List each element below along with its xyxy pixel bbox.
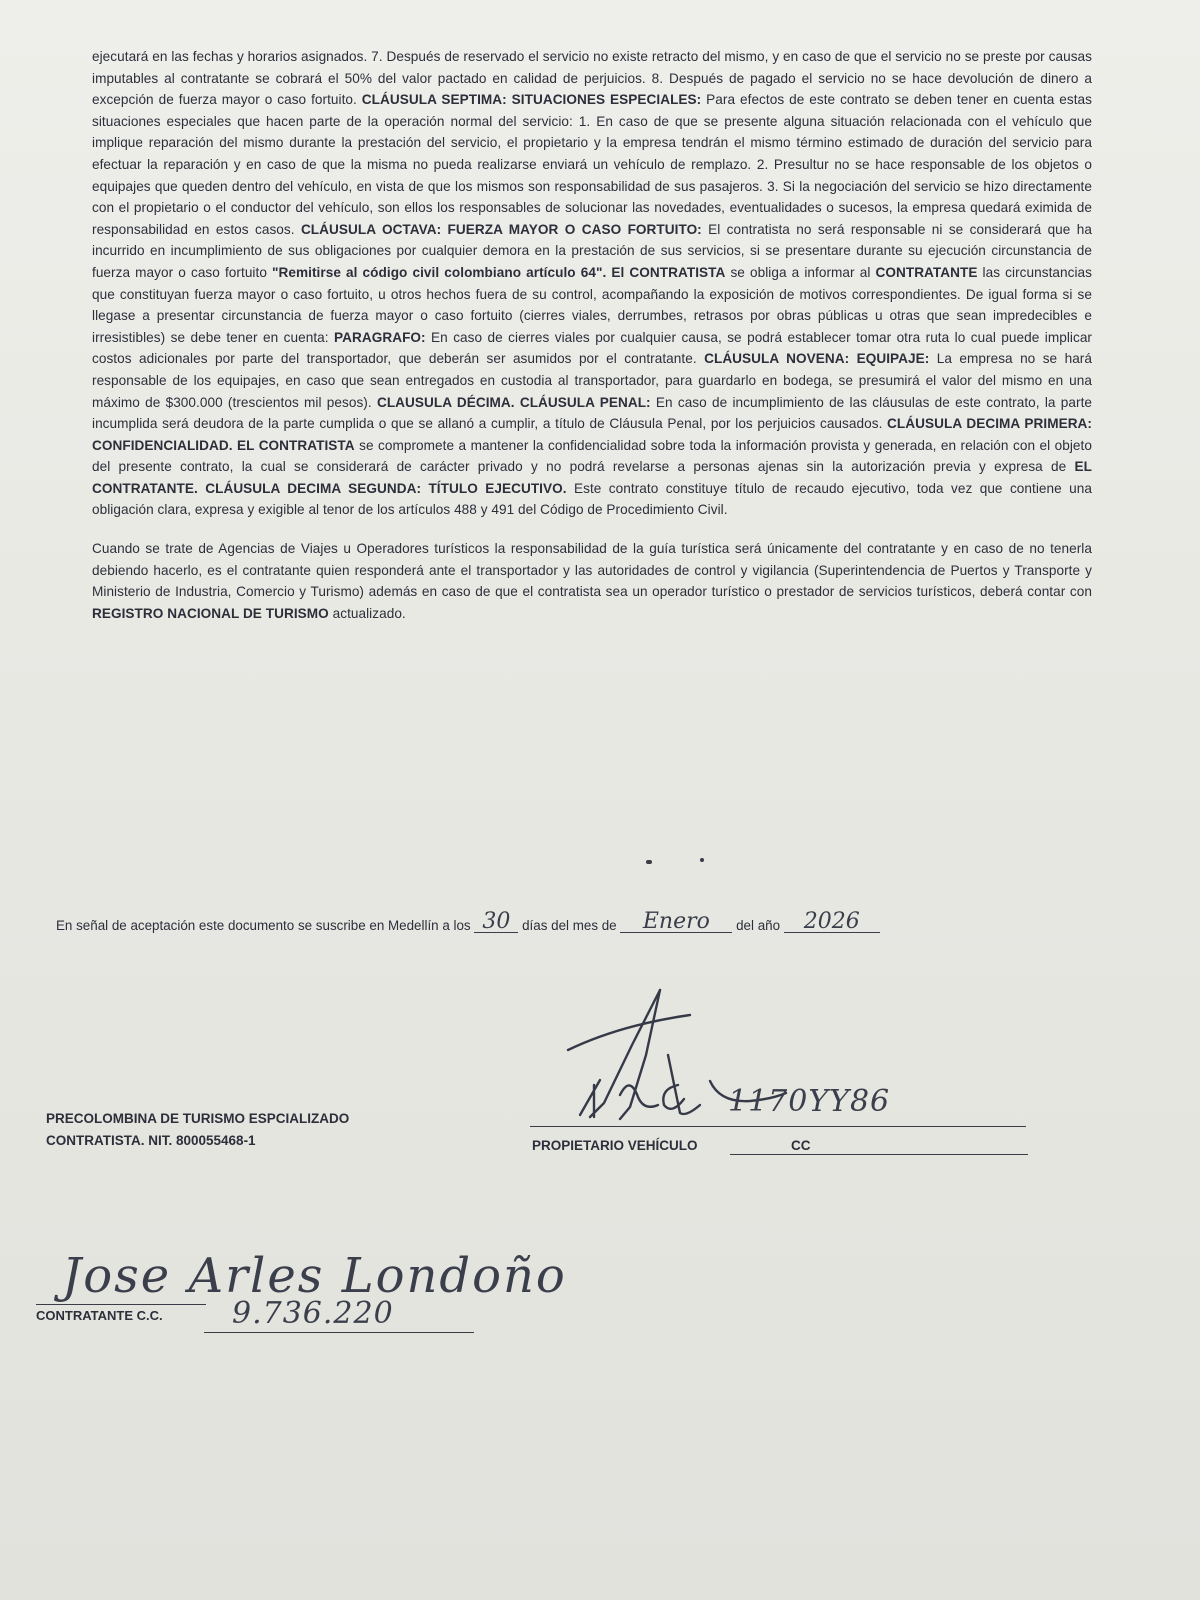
days-field [474, 909, 518, 934]
clause-text: ejecutará en las fechas y horarios asignados. 7. Después de reservado el servicio no existe retracto del mismo, y en caso de que el servicio no se preste por causas imputables al contratante se cobrará el 50% del valor pactado en calidad de perjuicios. 8. Después de pagado el servicio no se hace devolución de dinero a excepción de fuerza mayor o caso fortuito. [92, 49, 1092, 108]
contratista-company: PRECOLOMBINA DE TURISMO ESPCIALIZADO [46, 1111, 350, 1126]
clause-heading: "Remitirse al código civil colombiano artículo 64". [272, 264, 607, 280]
clause-heading: CLÁUSULA SEPTIMA: SITUACIONES ESPECIALES: [361, 92, 702, 108]
clause-text: se compromete a mantener la confidencialidad sobre toda la información provista y generada, en relación con el objeto del presente contrato, la cual se considerará de carácter privado y no podrá revelarse a personas ajenas sin la autorización previa y expresa de [92, 437, 1092, 475]
clause-text: La empresa no se hará responsable de los equipajes, en caso que sean entregados en custodia al transportador, para guardarlo en bodega, se presumirá el valor del mismo en una máximo de $300.000 (trescientos mil pesos). [92, 351, 1092, 410]
clause-heading: CLAUSULA DÉCIMA. CLÁUSULA PENAL: [376, 394, 651, 410]
clause-heading: EL CONTRATANTE. CLÁUSULA DECIMA SEGUNDA: TÍTULO EJECUTIVO. [92, 459, 1092, 496]
clause-heading: El CONTRATISTA [611, 264, 726, 280]
acceptance-mid1: días del mes de [522, 918, 617, 933]
clause-heading: CLÁUSULA OCTAVA: FUERZA MAYOR O CASO FORTUITO: [300, 221, 702, 237]
clause-heading: REGISTRO NACIONAL DE TURISMO [92, 605, 329, 621]
contratante-signature-line [36, 1304, 206, 1305]
acceptance-line [56, 909, 880, 934]
clause-text: Cuando se trate de Agencias de Viajes u Operadores turísticos la responsabilidad de la guía turística será únicamente del contratante y en caso de no tenerla debiendo hacerlo, es el contratante quien responderá ante el transportador y las autoridades de control y vigilancia (Superintendencia de Puertos y Transporte y Ministerio de Industria, Comercio y Turismo) además en caso de que el contratista sea un operador turístico o prestador de servicios turísticos, deberá contar con [92, 541, 1092, 600]
clause-text: las circunstancias que constituyan fuerza mayor o caso fortuito, u otros hechos fuera de su control, acompañando la exposición de motivos correspondientes. De igual forma si se llegase a presentar circunstancia de fuerza mayor o caso fortuito (cierres viales, derrumbes, retrasos por obras públicas u otras que sean impredecibles e irresistibles) se debe tener en cuenta: [92, 264, 1093, 345]
contratante-handwritten-name: Jose Arles Londoño [62, 1248, 567, 1304]
clause-heading: CONTRATANTE [875, 264, 978, 280]
contratista-nit: CONTRATISTA. NIT. 800055468-1 [46, 1133, 256, 1148]
propietario-signature-line [530, 1126, 1026, 1127]
tourism-agency-paragraph [92, 538, 1092, 624]
year-handwritten: 2026 [803, 909, 860, 934]
clause-text: Este contrato constituye título de recaudo ejecutivo, toda vez que contiene una obligación clara, expresa y exigible al tenor de los artículos 488 y 491 del Código de Procedimiento Civil. [92, 480, 1093, 518]
contratante-cc-line [204, 1332, 474, 1333]
clauses-paragraph [92, 46, 1092, 521]
ink-speck [700, 858, 704, 862]
propietario-cc-label: CC [791, 1138, 811, 1153]
acceptance-mid2: del año [736, 918, 781, 933]
clause-heading: CLÁUSULA DECIMA PRIMERA: CONFIDENCIALIDAD. EL CONTRATISTA [92, 416, 1093, 453]
clause-text: En caso de cierres viales por cualquier causa, se podrá establecer tomar otra ruta lo cual puede implicar costos adicionales por parte del transportador, que deberán ser asumidos por el contratante. [92, 329, 1093, 367]
clause-text: El contratista no será responsable ni se considerará que ha incurrido en incumplimiento de sus obligaciones por cualquier demora en la prestación de sus servicios, si se presentare durante su ejecución circunstancia de fuerza mayor o caso fortuito [92, 221, 1092, 280]
month-field [620, 909, 732, 934]
acceptance-prefix: En señal de aceptación este documento se suscribe en Medellín a los [56, 918, 471, 933]
month-handwritten: Enero [642, 909, 710, 934]
clause-heading: CLÁUSULA NOVENA: EQUIPAJE: [704, 351, 930, 367]
contratante-cc-handwritten: 9.736.220 [232, 1296, 394, 1331]
ink-speck [646, 860, 652, 864]
clause-text: actualizado. [328, 605, 406, 621]
contratista-block [46, 1108, 349, 1152]
clause-text: se obliga a informar al [725, 264, 876, 280]
propietario-cc-handwritten: 1170YY86 [728, 1084, 891, 1119]
propietario-cc-line [730, 1154, 1028, 1155]
days-handwritten: 30 [482, 909, 511, 934]
clause-text: Para efectos de este contrato se deben tener en cuenta estas situaciones especiales que hacen parte de la operación normal del servicio: 1. En caso de que se presente alguna situación relacionada con el vehículo que implique reparación del mismo durante la prestación del servicio, el propietario y la empresa tendrán el mismo término estimado de duración del servicio para efectuar la reparación y en caso de que la misma no pueda realizarse enviará un vehículo de remplazo. 2. Presultur no se hace responsable de los objetos o equipajes que queden dentro del vehículo, en vista de que los mismos son responsabilidad de sus pasajeros. 3. Si la negociación del servicio se hizo directamente con el propietario o el conductor del vehículo, son ellos los responsables de solucionar las novedades, eventualidades o sucesos, la empresa quedará eximida de responsabilidad en estos casos. [92, 92, 1093, 237]
propietario-label: PROPIETARIO VEHÍCULO [532, 1138, 698, 1153]
propietario-block [532, 1138, 811, 1153]
clause-heading: PARAGRAFO: [334, 329, 426, 345]
year-field [784, 909, 880, 934]
contratante-label: CONTRATANTE C.C. [36, 1308, 163, 1323]
clause-text: En caso de incumplimiento de las cláusulas de este contrato, la parte incumplida será deudora de la parte cumplida o que se allanó a cumplir, a título de Cláusula Penal, por los perjuicios causados. [92, 394, 1093, 432]
contract-body [92, 46, 1092, 624]
